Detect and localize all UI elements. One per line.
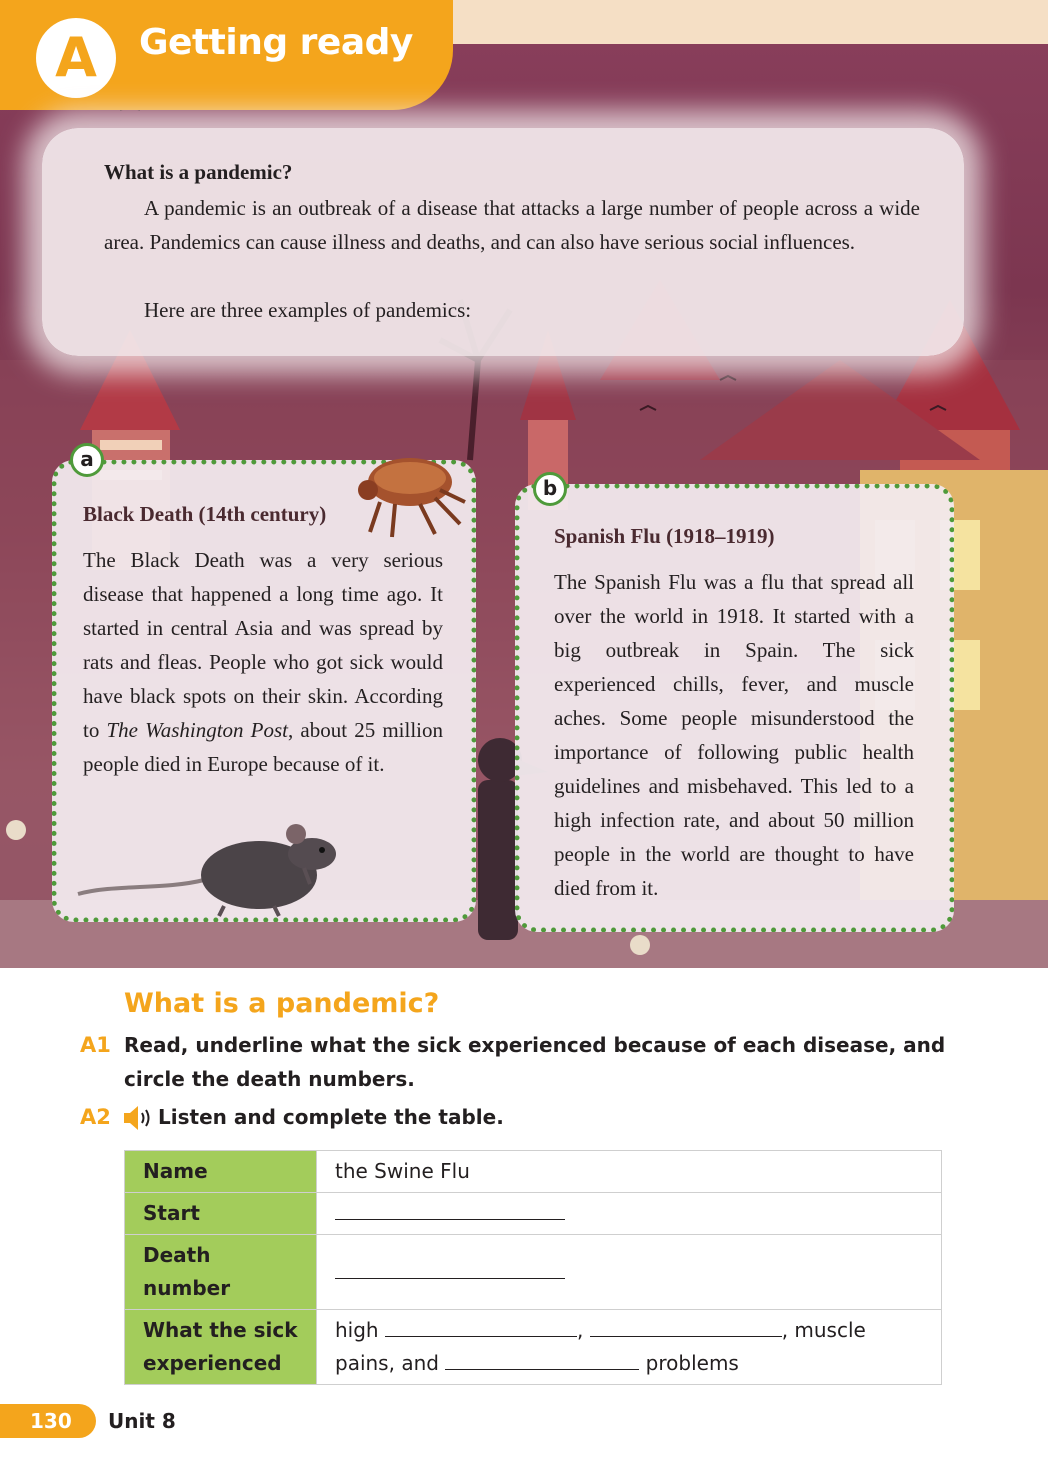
task-instruction-a1: Read, underline what the sick experienced because of each disease, and circle the death numbers. <box>124 1033 946 1091</box>
card-body-text: The Black Death was a very serious disease that happened a long time ago. It started in central Asia and was spread by rats and fleas. People who got sick would have black spots on their skin. According to <box>83 548 443 742</box>
fill-in-blank[interactable] <box>385 1317 577 1337</box>
card-body: The Spanish Flu was a flu that spread all over the world in 1918. It started with a big outbreak in Spain. The sick experienced chills, fever, and muscle aches. Some people misunderstood the importance of following public health guidelines and misbehaved. This led to a high infection rate, and about 50 million people in the world are thought to have died from it. <box>554 570 914 900</box>
exercise-heading: What is a pandemic? <box>124 988 440 1019</box>
cell-text: pains, and <box>335 1351 439 1375</box>
table-cell-start <box>317 1193 942 1235</box>
table-cell-death-number <box>317 1235 942 1310</box>
fill-in-blank[interactable] <box>590 1317 782 1337</box>
speaker-icon[interactable] <box>122 1104 152 1132</box>
table-row <box>125 1310 942 1385</box>
cell-text: high <box>335 1318 379 1342</box>
intro-heading: What is a pandemic? <box>104 160 293 184</box>
swine-flu-table <box>124 1150 942 1385</box>
task-instruction-a2: Listen and complete the table. <box>158 1105 504 1129</box>
task-number-a2: A2 <box>80 1105 111 1129</box>
table-row-label: Death number <box>125 1235 317 1310</box>
intro-paragraph: Here are three examples of pandemics: <box>144 298 472 322</box>
card-body-text: , about 25 million people died in Europe because of it. <box>83 718 444 776</box>
table-row-label: Name <box>125 1151 317 1193</box>
rat-illustration <box>74 820 344 920</box>
page-number: 130 <box>30 1409 72 1433</box>
card-badge: b <box>533 472 567 506</box>
table-row <box>125 1193 942 1235</box>
header-strip <box>453 0 1048 44</box>
flea-illustration <box>340 442 470 542</box>
table-row <box>125 1151 942 1193</box>
intro-paragraph: A pandemic is an outbreak of a disease that attacks a large number of people across a wide area. Pandemics can cause illness and deaths, and can also have serious social influences. <box>104 196 920 254</box>
table-row-label: What the sick experienced <box>125 1310 317 1385</box>
cell-text: , <box>576 1318 584 1342</box>
table-cell-name: the Swine Flu <box>317 1151 942 1193</box>
card-title: Spanish Flu (1918–1919) <box>554 524 775 548</box>
card-body <box>83 543 443 781</box>
cell-text: , muscle <box>781 1318 866 1342</box>
table-row <box>125 1235 942 1310</box>
task-number-a1: A1 <box>80 1033 111 1057</box>
table-row-label: Start <box>125 1193 317 1235</box>
section-title: Getting ready <box>139 22 413 63</box>
fill-in-blank[interactable] <box>335 1200 565 1220</box>
unit-label: Unit 8 <box>108 1409 176 1433</box>
cell-text: problems <box>645 1351 739 1375</box>
table-cell-symptoms <box>317 1310 942 1385</box>
card-body-source: The Washington Post <box>106 718 289 742</box>
fill-in-blank[interactable] <box>445 1350 639 1370</box>
card-badge: a <box>70 443 104 477</box>
fill-in-blank[interactable] <box>335 1259 565 1279</box>
card-title: Black Death (14th century) <box>83 502 327 526</box>
section-letter-badge: A <box>36 18 116 98</box>
